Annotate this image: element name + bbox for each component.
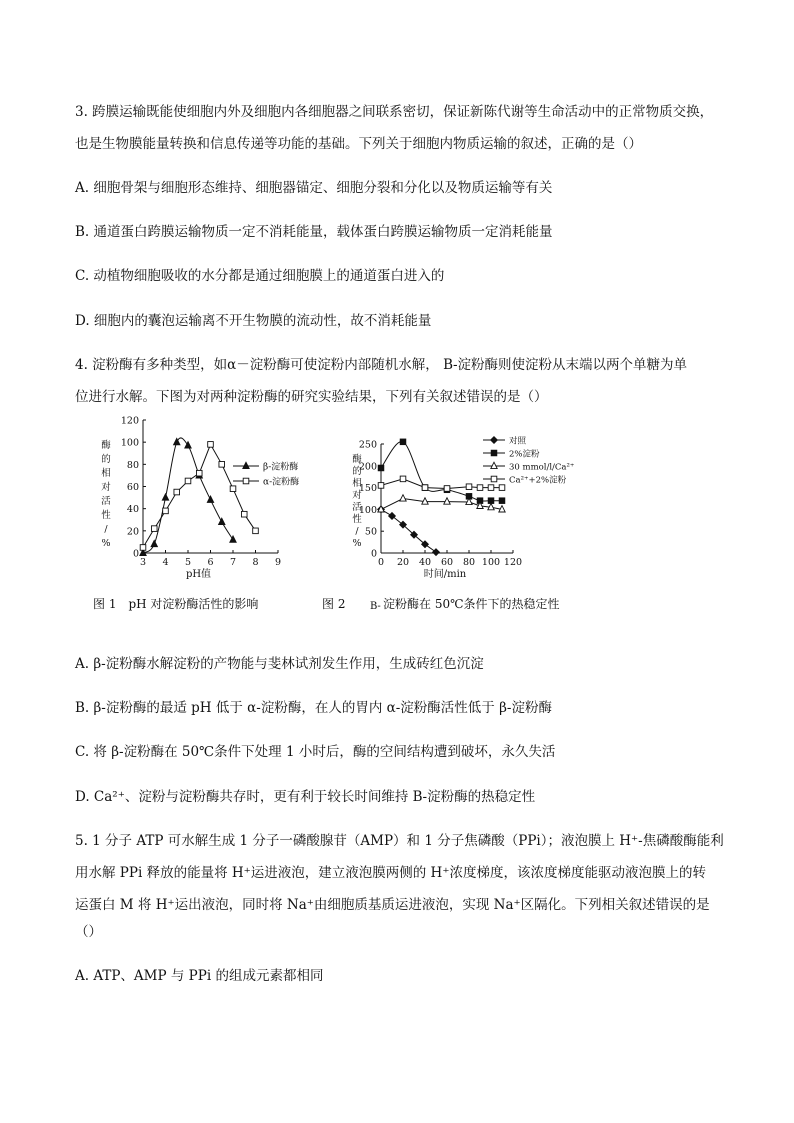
series-line-2 (381, 442, 502, 501)
chart-ph-activity (101, 416, 299, 581)
y-axis-label-char: 性 (101, 510, 111, 521)
data-point-series-3 (444, 498, 450, 504)
y-axis-label-char: 性 (352, 514, 362, 525)
q5-stem-line4: （） (75, 924, 102, 940)
data-point-series-2 (208, 442, 214, 448)
q3-option-b: B. 通道蛋白跨膜运输物质一定不消耗能量，载体蛋白跨膜运输物质一定消耗能量 (75, 224, 553, 240)
y-axis-label-char: 对 (101, 482, 111, 493)
legend-label: α-淀粉酶 (263, 477, 300, 488)
y-axis-label-char: % (352, 538, 362, 549)
q4-option-c: C. 将 β-淀粉酶在 50℃条件下处理 1 小时后，酶的空间结构遭到破坏，永久失活 (75, 744, 556, 760)
series-line-4 (381, 479, 502, 489)
y-tick-label: 100 (120, 437, 139, 449)
y-tick-label: 0 (132, 548, 139, 560)
data-point-series-4 (444, 486, 450, 492)
data-point-series-2 (151, 526, 157, 532)
data-point-series-1 (432, 549, 439, 556)
legend-label: β-淀粉酶 (263, 462, 299, 473)
x-tick-label: 4 (162, 557, 169, 568)
data-point-series-1 (162, 494, 168, 500)
data-point-series-4 (499, 485, 505, 491)
data-point-series-2 (174, 489, 180, 495)
data-point-series-1 (207, 496, 213, 502)
data-point-series-2 (400, 439, 406, 445)
y-axis-label-char: % (101, 538, 111, 549)
legend-label: Ca²⁺+2%淀粉 (509, 475, 567, 486)
legend-label: 30 mmol/l/Ca²⁺ (509, 462, 575, 473)
y-axis-label-char: 对 (352, 490, 362, 501)
legend-marker (491, 476, 497, 482)
y-tick-label: 50 (364, 526, 377, 538)
y-tick-label: 250 (358, 439, 377, 451)
x-tick-label: 9 (274, 557, 282, 568)
y-axis-label-char: 的 (101, 454, 111, 465)
x-tick-label: 120 (503, 557, 523, 568)
data-point-series-4 (466, 484, 472, 490)
y-axis-label-char: / (104, 524, 108, 535)
y-tick-label: 100 (358, 504, 377, 516)
x-axis-label: 时间/min (423, 569, 467, 580)
data-point-series-4 (400, 476, 406, 482)
x-tick-label: 3 (139, 557, 147, 568)
data-point-series-4 (422, 485, 428, 491)
q3-stem-line2: 也是生物膜能量转换和信息传递等功能的基础。下列关于细胞内物质运输的叙述，正确的是（） (75, 136, 642, 152)
data-point-series-2 (219, 462, 225, 468)
data-point-series-2 (253, 528, 259, 534)
data-point-series-2 (499, 498, 505, 504)
q3-stem-line1: 3. 跨膜运输既能使细胞内外及细胞内各细胞器之间联系密切，保证新陈代谢等生命活动中的正常物质交换， (75, 104, 714, 120)
figure2-caption-label: 图 2 (322, 597, 346, 611)
y-tick-label: 20 (126, 526, 139, 538)
x-tick-label: 0 (377, 557, 385, 568)
q4-option-d: D. Ca²⁺、淀粉与淀粉酶共存时，更有利于较长时间维持 Β-淀粉酶的热稳定性 (75, 789, 536, 805)
legend-marker (491, 462, 497, 468)
data-point-series-2 (378, 465, 384, 471)
q3-option-c: C. 动植物细胞吸收的水分都是通过细胞膜上的通道蛋白进入的 (75, 268, 445, 284)
data-point-series-2 (230, 486, 236, 492)
x-tick-label: 100 (481, 557, 501, 568)
x-tick-label: 5 (184, 557, 192, 568)
legend-marker (490, 436, 497, 443)
q5-stem-line1: 5. 1 分子 ATP 可水解生成 1 分子一磷酸腺苷（AMP）和 1 分子焦磷酸（PPi）；液泡膜上 H⁺-焦磷酸酶能利 (75, 833, 724, 849)
figure2-caption-prefix: Β- (370, 601, 381, 612)
q4-stem-line1: 4. 淀粉酶有多种类型，如α－淀粉酶可使淀粉内部随机水解， Β-淀粉酶则使淀粉从末端以两个单糖为单 (75, 357, 688, 373)
legend-marker (243, 462, 249, 468)
q5-stem-line3: 运蛋白 M 将 H⁺运出液泡，同时将 Na⁺由细胞质基质运进液泡，实现 Na⁺区隔化。下列相关叙述错误的是 (75, 897, 710, 913)
q5-option-a: A. ATP、AMP 与 PPi 的组成元素都相同 (75, 968, 324, 984)
q3-option-d: D. 细胞内的囊泡运输离不开生物膜的流动性，故不消耗能量 (75, 313, 432, 329)
data-point-series-3 (400, 495, 406, 501)
legend-marker (243, 478, 249, 484)
y-axis-label-char: 的 (352, 466, 362, 477)
y-axis-label-char: / (355, 526, 359, 537)
x-tick-label: 8 (252, 557, 259, 568)
series-line-2 (143, 444, 256, 547)
q4-option-b: B. β-淀粉酶的最适 pH 低于 α-淀粉酶，在人的胃内 α-淀粉酶活性低于 β-淀粉酶 (75, 700, 552, 716)
x-axis-label: pH值 (185, 569, 212, 580)
q4-stem-line2: 位进行水解。下图为对两种淀粉酶的研究实验结果，下列有关叙述错误的是（） (75, 389, 548, 405)
q5-stem-line2: 用水解 PPi 释放的能量将 H⁺运进液泡，建立液泡膜两侧的 H⁺浓度梯度，该浓度梯度能驱动液泡膜上的转 (75, 865, 706, 881)
data-point-series-1 (219, 518, 225, 524)
data-point-series-2 (140, 545, 146, 551)
series-line-1 (143, 438, 233, 553)
data-point-series-4 (488, 485, 494, 491)
data-point-series-2 (185, 478, 191, 484)
x-tick-label: 40 (418, 557, 432, 568)
data-point-series-2 (196, 470, 202, 476)
x-tick-label: 80 (462, 557, 476, 568)
y-axis-label-char: 活 (352, 502, 362, 513)
x-tick-label: 20 (396, 557, 410, 568)
series-line-3 (381, 499, 502, 510)
legend-marker (491, 450, 497, 456)
y-tick-label: 200 (358, 461, 377, 473)
y-axis-label-char: 活 (101, 496, 111, 507)
y-tick-label: 80 (126, 459, 139, 471)
x-tick-label: 6 (207, 557, 214, 568)
y-tick-label: 0 (370, 548, 377, 560)
q4-option-a: A. β-淀粉酶水解淀粉的产物能与斐林试剂发生作用，生成砖红色沉淀 (75, 656, 484, 672)
y-axis-label-char: 相 (101, 468, 111, 479)
x-tick-label: 7 (229, 557, 237, 568)
data-point-series-2 (163, 508, 169, 514)
y-tick-label: 120 (120, 415, 139, 427)
q3-option-a: A. 细胞骨架与细胞形态维持、细胞器锚定、细胞分裂和分化以及物质运输等有关 (75, 180, 553, 196)
y-axis-label-char: 酶 (352, 454, 362, 465)
y-axis-label-char: 相 (352, 478, 362, 489)
legend-label: 对照 (509, 436, 527, 447)
y-tick-label: 40 (126, 504, 139, 516)
figure1-caption: 图 1 pH 对淀粉酶活性的影响 (93, 597, 259, 611)
y-tick-label: 60 (126, 482, 139, 493)
x-tick-label: 60 (440, 557, 454, 568)
y-tick-label: 150 (358, 483, 377, 495)
data-point-series-2 (241, 511, 247, 517)
data-point-series-4 (477, 485, 483, 491)
y-axis-label-char: 酶 (101, 440, 111, 451)
chart-thermostability (352, 436, 574, 581)
legend-label: 2%淀粉 (509, 449, 540, 460)
data-point-series-1 (151, 540, 157, 546)
figure2-caption-text: 淀粉酶在 50℃条件下的热稳定性 (383, 597, 560, 611)
data-point-series-4 (378, 483, 384, 489)
